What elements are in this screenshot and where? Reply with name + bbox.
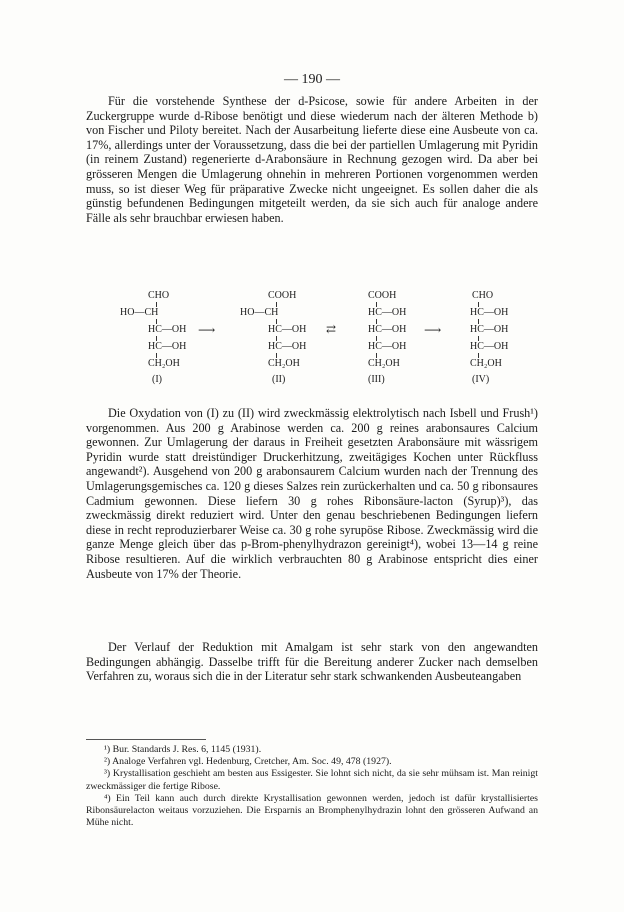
compound-3-row-1: HC—OH <box>368 307 407 318</box>
compound-1-row-2: HC—OH <box>148 324 187 335</box>
footnote-1: ¹) Bur. Standards J. Res. 6, 1145 (1931). <box>104 744 262 755</box>
footnote-divider <box>86 739 206 740</box>
compound-2-label: (II) <box>272 374 286 385</box>
compound-2-row-3: HC—OH <box>268 341 307 352</box>
reaction-scheme <box>86 290 538 402</box>
footnote-2: ²) Analoge Verfahren vgl. Hedenburg, Cretcher, Am. Soc. 49, 478 (1927). <box>104 756 392 768</box>
equilibrium-arrow: ⇄ <box>326 322 337 336</box>
paragraph-3 <box>86 640 538 684</box>
compound-2-row-4: CH₂OH <box>268 358 300 369</box>
compound-3-top: COOH <box>368 290 397 301</box>
compound-2-row-2: HC—OH <box>268 324 307 335</box>
compound-3-row-4: CH₂OH <box>368 358 400 369</box>
compound-3-row-3: HC—OH <box>368 341 407 352</box>
paragraph-2-text: Die Oxydation von (I) zu (II) wird zweckmässig elektrolytisch nach Isbell und Frush¹) vorgenommen. Aus 200 g Arabinose werden ca. 200 g reines arabonsaures Calcium gewonnen. Zur Umlagerung der daraus in Freiheit gesetzten Arabonsäure mit wässrigem Pyridin wurde statt dreistündiger Druckerhitzung, zweitägiges Kochen unter Rückfluss angewandt²). Ausgehend von 200 g arabonsaurem Calcium wurden nach der Trennung des Umlagerungsgemisches ca. 120 g dieses Salzes rein zurückerhalten und ca. 50 g ribonsaures Cadmium gewonnen. Diese liefern 30 g rohes Ribonsäure-lacton (Syrup)³), das zweckmässig direkt reduziert wird. Unter den genau beschriebenen Bedingungen liefern diese in recht reproduzierbarer Weise ca. 30 g rohe syrupöse Ribose. Zweckmässig wird die ganze Menge gleich über das p-Brom-phenylhydrazon gereinigt⁴), wobei 13—14 g reine Ribose resultieren. Auf die wirklich verbrauchten 80 g Arabinose entspricht dies einer Ausbeute von 17% der Theorie. <box>86 406 538 581</box>
paragraph-3-text: Der Verlauf der Reduktion mit Amalgam ist sehr stark von den angewandten Bedingungen abhängig. Dasselbe trifft für die Bereitung anderer Zucker nach demselben Verfahren zu, woraus sich die in der Literatur sehr stark schwankenden Ausbeuteangaben <box>86 640 538 684</box>
compound-4-row-1: HC—OH <box>470 307 509 318</box>
footnotes <box>86 744 538 829</box>
compound-4-row-2: HC—OH <box>470 324 509 335</box>
footnote-3: ³) Krystallisation geschieht am besten aus Essigester. Sie lohnt sich nicht, da sie sehr mühsam ist. Man reinigt zweckmässiger die fertige Ribose. <box>86 768 538 792</box>
reaction-arrow-1: ⟶ <box>198 323 216 337</box>
compound-2-row-1: HO—CH <box>240 307 279 318</box>
compound-1-row-3: HC—OH <box>148 341 187 352</box>
paragraph-1 <box>86 94 538 225</box>
compound-4-top: CHO <box>472 290 494 301</box>
compound-4-label: (IV) <box>472 374 490 385</box>
compound-1-row-1: HO—CH <box>120 307 159 318</box>
paragraph-1-text: Für die vorstehende Synthese der d-Psicose, sowie für andere Arbeiten in der Zuckergruppe wurde d-Ribose benötigt und diese wiederum nach der älteren Methode b) von Fischer und Piloty bereitet. Nach der Ausarbeitung lieferte diese eine Ausbeute von ca. 17%, allerdings unter der Voraussetzung, dass die bei der partiellen Umlagerung mit Pyridin (in reinem Zustand) regenerierte d-Arabonsäure in Rechnung gezogen wird. Da aber bei grösseren Mengen die Umlagerung ohnehin in mehreren Portionen vorgenommen werden muss, so ist dieser Weg für präparative Zwecke nicht ungeeignet. Es sollen daher die als günstig befundenen Bedingungen mitgeteilt werden, da sie sich auch für analoge andere Fälle als sehr brauchbar erwiesen haben. <box>86 94 538 225</box>
compound-3-label: (III) <box>368 374 385 385</box>
page-number: — 190 — <box>284 72 340 87</box>
compound-1-row-4: CH₂OH <box>148 358 180 369</box>
compound-1-top: CHO <box>148 290 170 301</box>
footnote-4: ⁴) Ein Teil kann auch durch direkte Krystallisation gewonnen werden, jedoch ist dafür krystallisiertes Ribonsäurelacton weitaus vorzuziehen. Die Ersparnis an Bromphenylhydrazin lohnt den grösseren Aufwand an Mühe nicht. <box>86 792 538 829</box>
compound-1-label: (I) <box>152 374 162 385</box>
compound-3-row-2: HC—OH <box>368 324 407 335</box>
paragraph-2 <box>86 406 538 581</box>
compound-4-row-3: HC—OH <box>470 341 509 352</box>
reaction-arrow-2: ⟶ <box>424 323 442 337</box>
compound-4-row-4: CH₂OH <box>470 358 502 369</box>
compound-2-top: COOH <box>268 290 297 301</box>
